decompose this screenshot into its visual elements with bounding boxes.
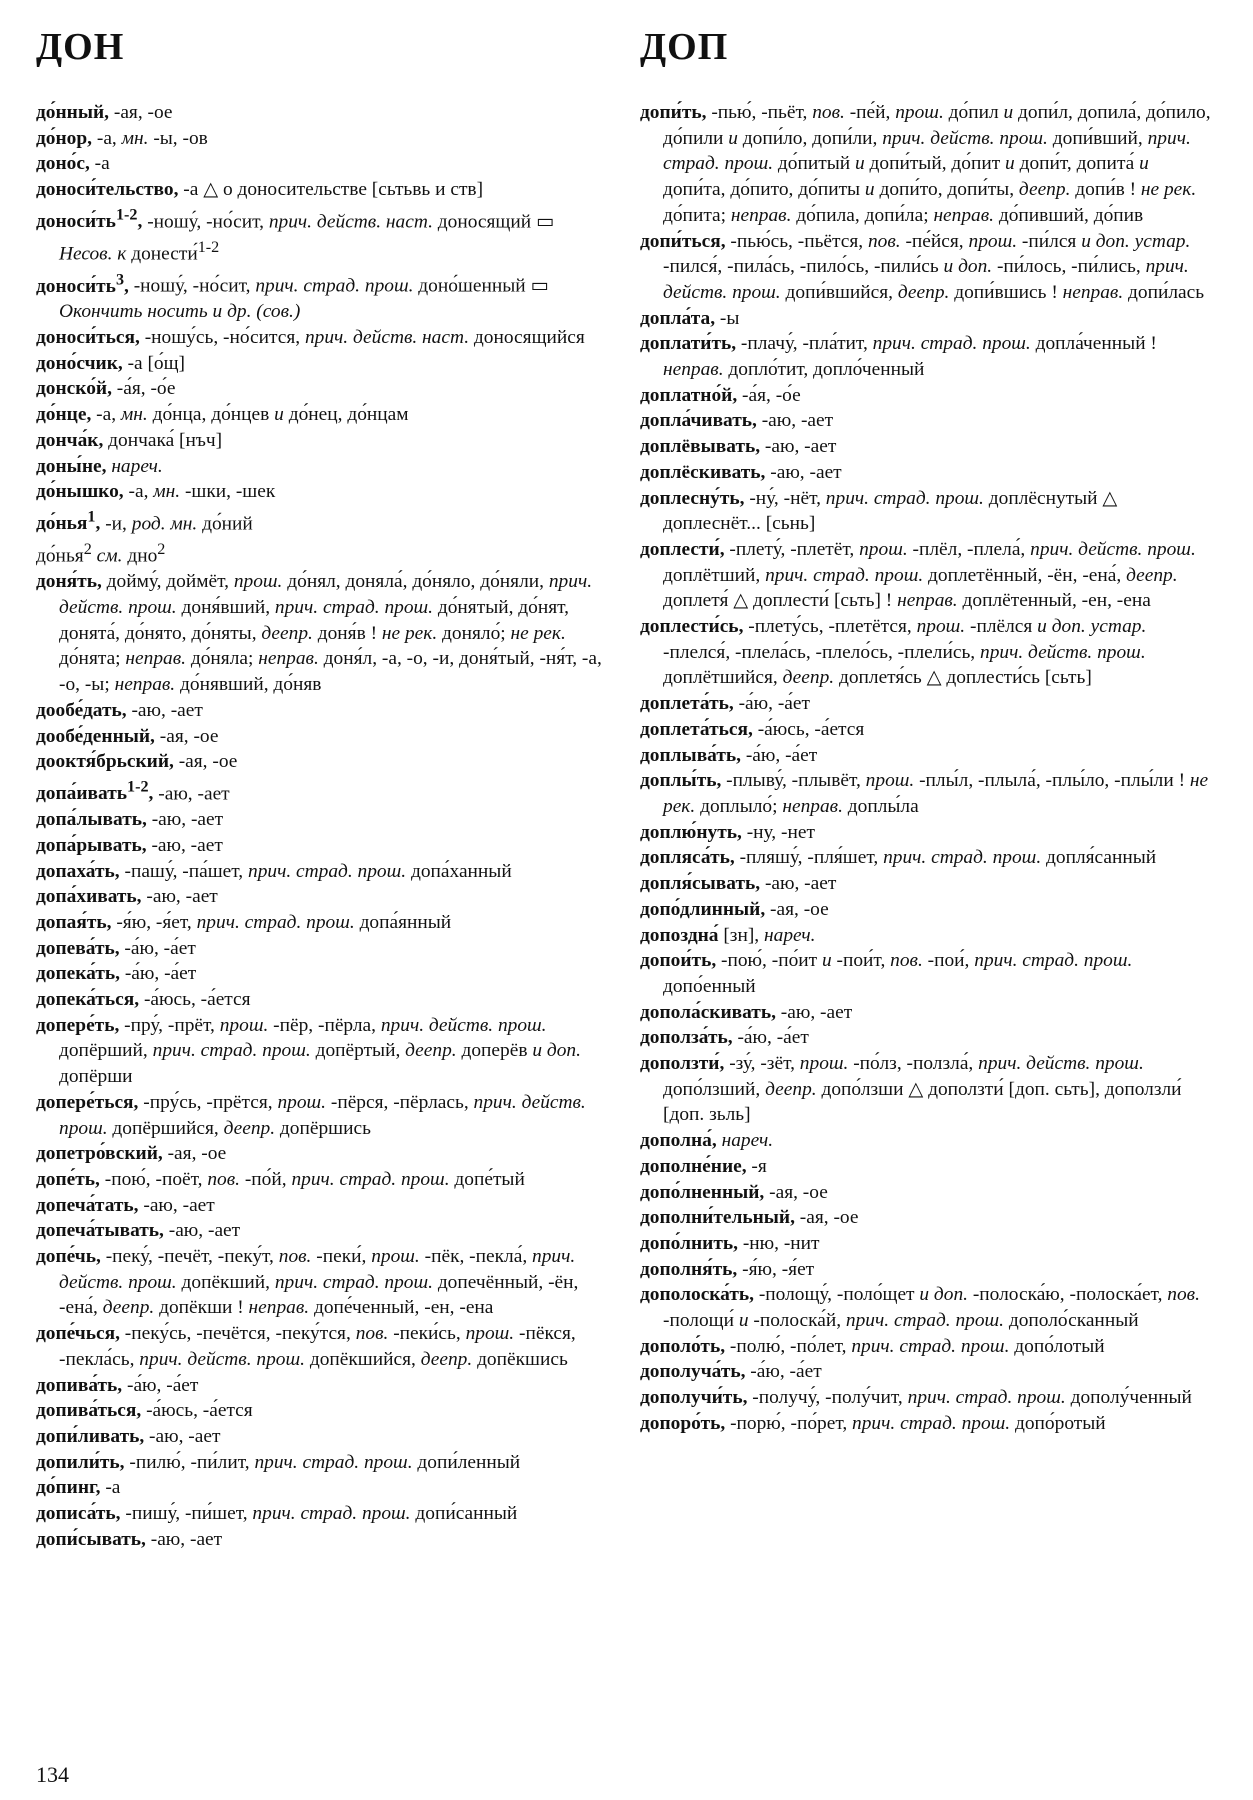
dictionary-entry: допи́ться, -пью́сь, -пьётся, пов. -пе́йся, прош. -пи́лся и доп. устар. -пился́, -пила́сь, -пило́сь, -пили́сь и доп. -пи́лось, -пи́лись, прич. действ. прош. допи́вшийся, деепр. допи́вшись ! неправ. допи́лась xyxy=(640,230,1205,303)
left-column xyxy=(36,100,608,1552)
dictionary-entry: допе́чь, -пеку́, -печёт, -пеку́т, пов. -пеки́, прош. -пёк, -пекла́, прич. действ. прош. допёкший, прич. страд. прош. допечённый, -ён, -ена́, деепр. допёкши ! неправ. допе́ченный, -ен, -ена xyxy=(36,1246,579,1319)
dictionary-entry: доплета́ть, -а́ю, -а́ет xyxy=(640,693,810,715)
dictionary-entry: до́нья$^2$ см. дно$^2$ xyxy=(36,541,166,567)
dictionary-entry: доползти́, -зу́, -зёт, прош. -по́лз, -ползла́, прич. действ. прош. допо́лзший, деепр. допо́лзши △ доползти́ [доп. сьть], доползли́ [доп. зьль] xyxy=(640,1053,1182,1126)
dictionary-entry: допека́ться, -а́юсь, -а́ется xyxy=(36,989,251,1011)
dictionary-entry: допоздна́ [зн], нареч. xyxy=(640,924,816,946)
running-head-left: ДОН xyxy=(36,26,125,68)
dictionary-entry: допи́ть, -пью́, -пьёт, пов. -пе́й, прош. до́пил и допи́л, допила́, до́пило, до́пили и допи́ло, допи́ли, прич. действ. прош. допи́вший, прич. страд. прош. до́питый и допи́тый, до́пит и допи́т, допита́ и допи́та, до́пито, до́питы и допи́то, допи́ты, деепр. допи́в ! не рек. до́пита; неправ. до́пила, допи́ла; неправ. до́пивший, до́пив xyxy=(640,102,1211,226)
dictionary-entry: до́нья$^1$, -и, род. мн. до́ний xyxy=(36,508,253,535)
dictionary-entry: донча́к, дончака́ [нъч] xyxy=(36,429,223,451)
dictionary-entry: доплыва́ть, -а́ю, -а́ет xyxy=(640,744,818,766)
dictionary-entry: до́нце, -а, мн. до́нца, до́нцев и до́нец, до́нцам xyxy=(36,404,409,426)
dictionary-entry: допе́ть, -пою́, -поёт, пов. -по́й, прич. страд. прош. допе́тый xyxy=(36,1168,525,1190)
dictionary-entry: дополне́ние, -я xyxy=(640,1155,767,1177)
dictionary-entry: допаха́ть, -пашу́, -па́шет, прич. страд. прош. допа́ханный xyxy=(36,860,512,882)
dictionary-entry: допили́ть, -пилю́, -пи́лит, прич. страд. прош. допи́ленный xyxy=(36,1451,521,1473)
dictionary-entry: доноси́тельство, -а △ о доносительстве [сьтьвь и ств] xyxy=(36,179,484,201)
dictionary-entry: дополни́тельный, -ая, -ое xyxy=(640,1207,859,1229)
dictionary-entry: допа́лывать, -аю, -ает xyxy=(36,809,224,831)
dictionary-entry: дописа́ть, -пишу́, -пи́шет, прич. страд. прош. допи́санный xyxy=(36,1503,518,1525)
dictionary-entry: дообе́денный, -ая, -ое xyxy=(36,725,219,747)
dictionary-entry: донско́й, -а́я, -о́е xyxy=(36,378,176,400)
dictionary-entry: допи́ливать, -аю, -ает xyxy=(36,1425,221,1447)
dictionary-entry: допетро́вский, -ая, -ое xyxy=(36,1143,227,1165)
dictionary-entry: допере́ться, -пру́сь, -прётся, прош. -пёрся, -пёрлась, прич. действ. прош. допёршийся, деепр. допёршись xyxy=(36,1091,586,1139)
dictionary-entry: доплы́ть, -плыву́, -плывёт, прош. -плы́л, -плыла́, -плы́ло, -плы́ли ! не рек. доплыло́; неправ. доплы́ла xyxy=(640,770,1209,817)
dictionary-entry: $доноси́ть^{1-2}$, -ношу́, -но́сит, прич. действ. наст. доносящий ▭ Несов. к донести́$^{1-2}$ xyxy=(36,206,555,265)
dictionary-entry: допива́ть, -а́ю, -а́ет xyxy=(36,1374,199,1396)
dictionary-entry: допи́сывать, -аю, -ает xyxy=(36,1528,223,1550)
dictionary-entry: допои́ть, -пою́, -по́ит и -пои́т, пов. -пои́, прич. страд. прош. допо́енный xyxy=(640,950,1133,997)
dictionary-entry: до́нный, -ая, -ое xyxy=(36,102,173,123)
dictionary-entry: до́пинг, -а xyxy=(36,1477,121,1499)
page-number: 134 xyxy=(36,1762,69,1787)
dictionary-entry: допо́длинный, -ая, -ое xyxy=(640,898,829,920)
dictionary-entry: допла́та, -ы xyxy=(640,307,740,329)
dictionary-entry: доплести́сь, -плету́сь, -плетётся, прош. -плёлся и доп. устар. -плелся́, -плела́сь, -плело́сь, -плели́сь, прич. действ. прош. доплётшийся, деепр. доплетя́сь △ доплести́сь [сьть] xyxy=(640,616,1147,689)
dictionary-entry: допляса́ть, -пляшу́, -пля́шет, прич. страд. прош. допля́санный xyxy=(640,847,1157,869)
dictionary-entry: доны́не, нареч. xyxy=(36,455,163,477)
dictionary-entry: доплатно́й, -а́я, -о́е xyxy=(640,384,801,406)
dictionary-entry: допе́чься, -пеку́сь, -печётся, -пеку́тся, пов. -пеки́сь, прош. -пёкся, -пекла́сь, прич. действ. прош. допёкшийся, деепр. допёкшись xyxy=(36,1323,576,1370)
dictionary-entry: доплати́ть, -плачу́, -пла́тит, прич. страд. прош. допла́ченный ! неправ. допло́тит, допло́ченный xyxy=(640,333,1157,381)
dictionary-entry: допеча́тать, -аю, -ает xyxy=(36,1194,215,1216)
dictionary-entry: до́нор, -а, мн. -ы, -ов xyxy=(36,127,208,149)
dictionary-entry: дополоска́ть, -полощу́, -поло́щет и доп. -полоска́ю, -полоска́ет, пов. -полощи́ и -полоска́й, прич. страд. прош. дополо́сканный xyxy=(640,1284,1200,1332)
right-column xyxy=(640,100,1212,1437)
dictionary-entry: доплёскивать, -аю, -ает xyxy=(640,461,842,483)
dictionary-entry: доплести́, -плету́, -плетёт, прош. -плёл, -плела́, прич. действ. прош. доплётший, прич. страд. прош. доплетённый, -ён, -ена́, деепр. доплетя́ △ доплести́ [сьть] ! неправ. доплётенный, -ен, -ена xyxy=(640,538,1196,612)
dictionary-entry: доно́с, -а xyxy=(36,153,110,175)
dictionary-entry: допа́хивать, -аю, -ает xyxy=(36,886,218,908)
dictionary-entry: допая́ть, -я́ю, -я́ет, прич. страд. прош. допа́янный xyxy=(36,911,452,933)
dictionary-entry: $доноси́ть^3$, -ношу́, -но́сит, прич. страд. прош. доно́шенный ▭ Окончить носить и др. (сов.) xyxy=(36,271,549,323)
dictionary-entry: допека́ть, -а́ю, -а́ет xyxy=(36,963,197,985)
dictionary-entry: доплета́ться, -а́юсь, -а́ется xyxy=(640,718,865,740)
dictionary-entry: доня́ть, дойму́, доймёт, прош. до́нял, доняла́, до́няло, до́няли, прич. действ. прош. доня́вший, прич. страд. прош. до́нятый, до́нят, донята́, до́нято, до́няты, деепр. доня́в ! не рек. доняло́; не рек. до́нята; неправ. до́няла; неправ. доня́л, -а, -о, -и, доня́тый, -ня́т, -а, -о, -ы; неправ. до́нявший, до́няв xyxy=(36,571,602,696)
dictionary-entry: дополучи́ть, -получу́, -полу́чит, прич. страд. прош. дополу́ченный xyxy=(640,1387,1192,1409)
dictionary-entry: допоро́ть, -порю́, -по́рет, прич. страд. прош. допо́ротый xyxy=(640,1412,1106,1434)
dictionary-entry: доплёвывать, -аю, -ает xyxy=(640,436,837,458)
dictionary-entry: доноси́ться, -ношу́сь, -но́сится, прич. действ. наст. доносящийся xyxy=(36,327,585,349)
dictionary-entry: доно́счик, -а [о́щ] xyxy=(36,352,186,374)
dictionary-entry: допола́скивать, -аю, -ает xyxy=(640,1001,853,1023)
dictionary-entry: дополуча́ть, -а́ю, -а́ет xyxy=(640,1361,822,1383)
dictionary-entry: допере́ть, -пру́, -прёт, прош. -пёр, -пёрла, прич. действ. прош. допёрший, прич. страд. прош. допёртый, деепр. доперёв и доп. допёрши xyxy=(36,1014,581,1088)
dictionary-entry: дополза́ть, -а́ю, -а́ет xyxy=(640,1027,809,1049)
dictionary-entry: допо́лненный, -ая, -ое xyxy=(640,1181,828,1203)
running-head-right: ДОП xyxy=(640,26,729,68)
dictionary-entry: дополня́ть, -я́ю, -я́ет xyxy=(640,1258,815,1280)
dictionary-entry: дооктя́брьский, -ая, -ое xyxy=(36,751,238,773)
dictionary-entry: допля́сывать, -аю, -ает xyxy=(640,873,837,895)
dictionary-entry: дополо́ть, -полю́, -по́лет, прич. страд. прош. допо́лотый xyxy=(640,1335,1105,1357)
dictionary-entry: допева́ть, -а́ю, -а́ет xyxy=(36,937,196,959)
dictionary-entry: до́нышко, -а, мн. -шки, -шек xyxy=(36,481,276,503)
dictionary-entry: допа́рывать, -аю, -ает xyxy=(36,834,223,856)
dictionary-entry: допива́ться, -а́юсь, -а́ется xyxy=(36,1400,253,1422)
dictionary-entry: доплесну́ть, -ну́, -нёт, прич. страд. прош. доплёснутый △ доплеснёт... [сьнь] xyxy=(640,487,1118,535)
dictionary-entry: допеча́тывать, -аю, -ает xyxy=(36,1220,241,1242)
dictionary-entry: допа́ивать$^{1-2}$, -аю, -ает xyxy=(36,778,230,805)
dictionary-entry: дополна́, нареч. xyxy=(640,1130,774,1152)
dictionary-entry: допла́чивать, -аю, -ает xyxy=(640,410,834,432)
dictionary-entry: допо́лнить, -ню, -нит xyxy=(640,1232,820,1254)
dictionary-entry: доплю́нуть, -ну, -нет xyxy=(640,821,815,843)
dictionary-entry: дообе́дать, -аю, -ает xyxy=(36,699,203,721)
